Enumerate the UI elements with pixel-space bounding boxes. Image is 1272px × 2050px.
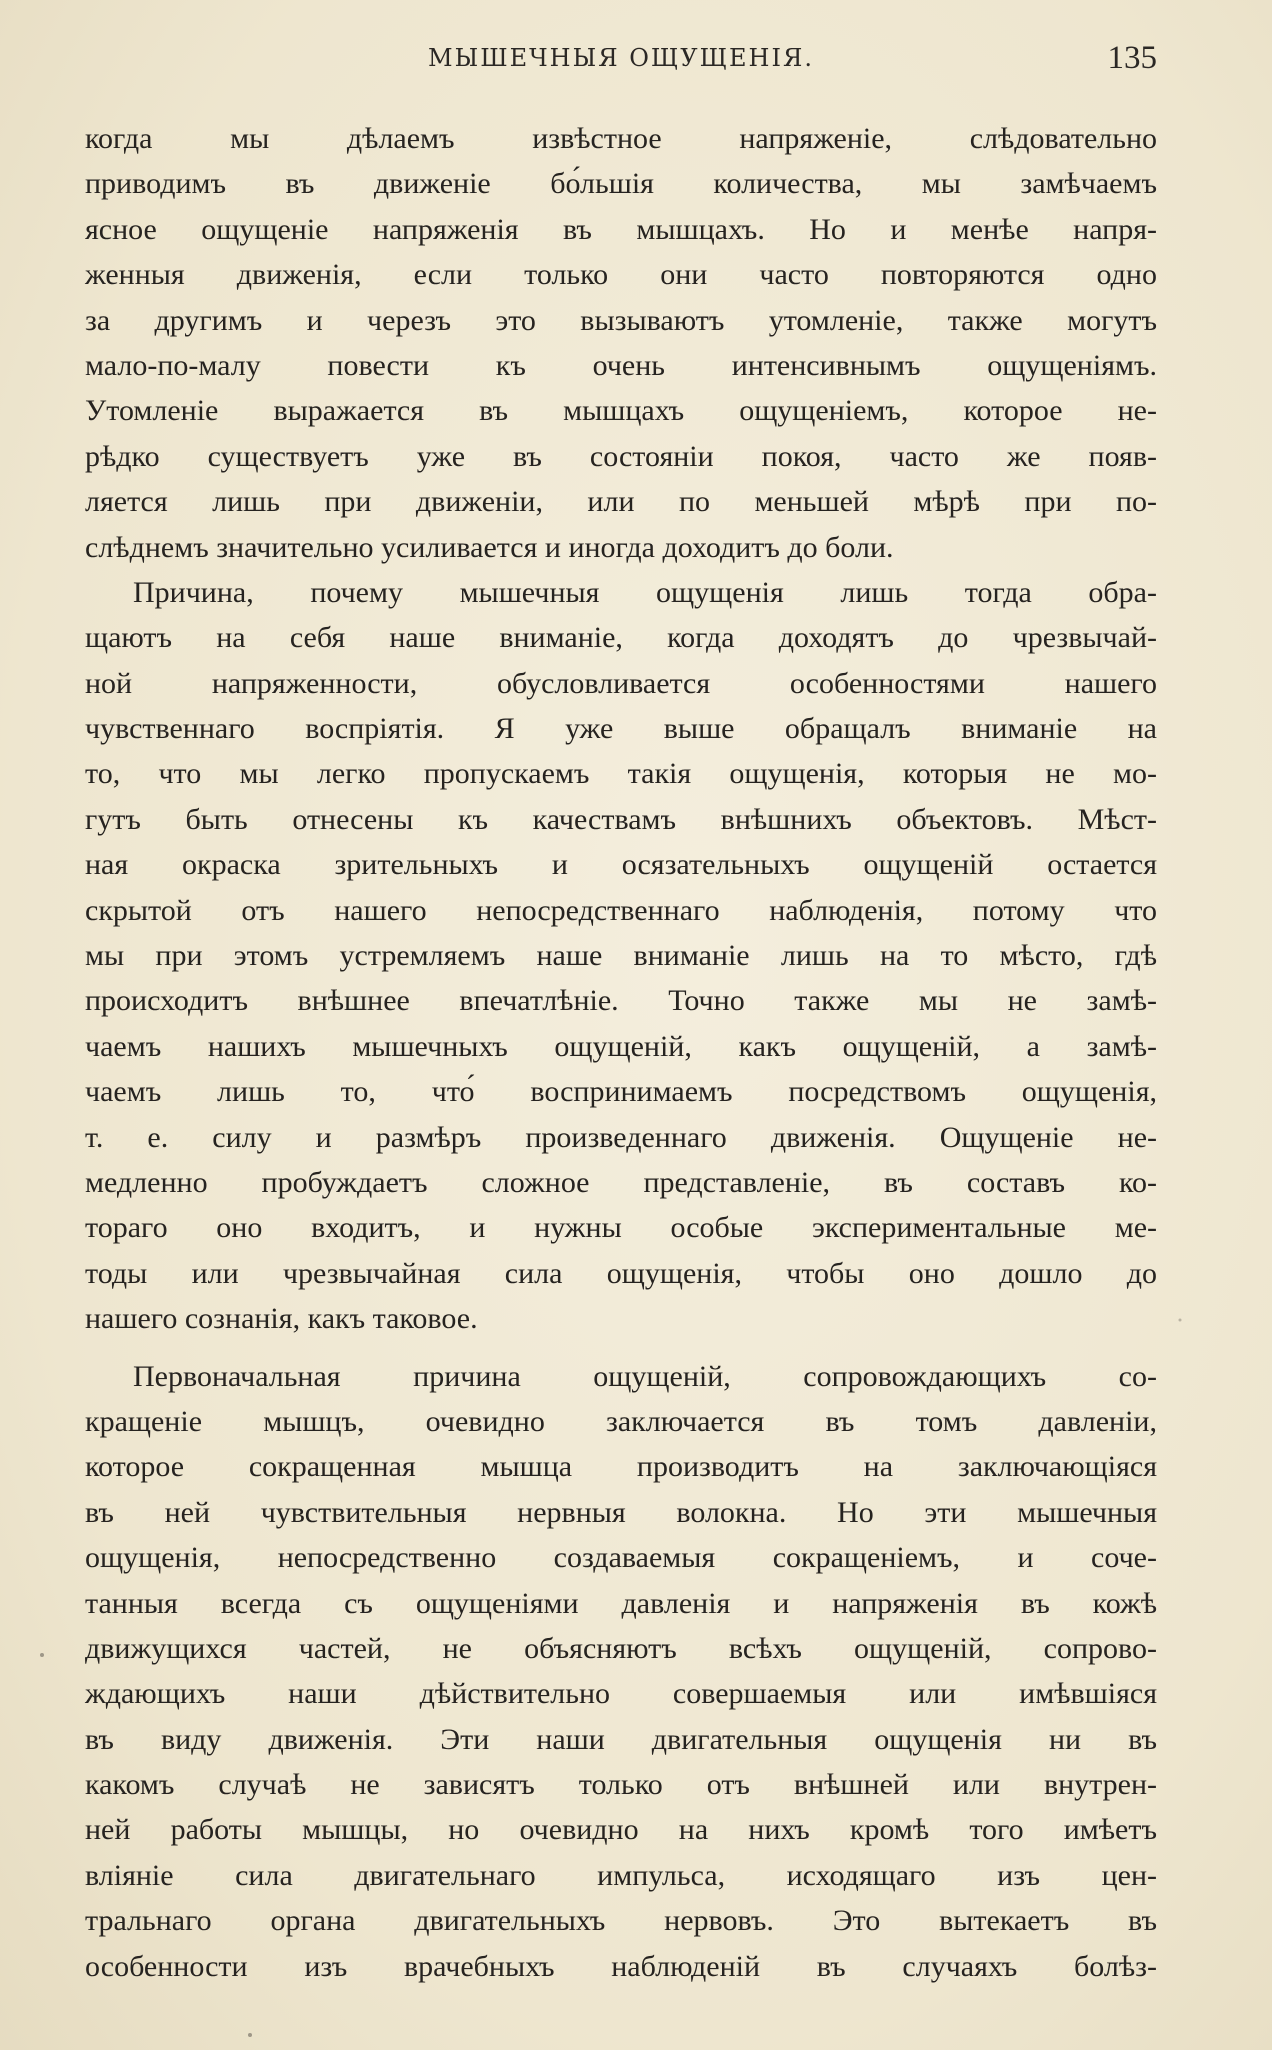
text-line: слѣднемъ значительно усиливается и иногда доходитъ до боли.: [85, 530, 894, 564]
body-text: [85, 116, 1157, 1989]
text-line: тораго оно входитъ, и нужны особые экспериментальные ме-: [85, 1211, 1157, 1245]
page-number: 135: [1107, 40, 1157, 76]
text-line: ней работы мышцы, но очевидно на нихъ кромѣ того имѣетъ: [85, 1813, 1157, 1847]
text-line: ная окраска зрительныхъ и осязательныхъ ощущеній остается: [85, 848, 1157, 882]
text-line: какомъ случаѣ не зависятъ только отъ внѣшней или внутрен-: [85, 1768, 1157, 1802]
text-line: чаемъ лишь то, что́ воспринимаемъ посредствомъ ощущенія,: [85, 1075, 1157, 1109]
text-line: скрытой отъ нашего непосредственнаго наблюденія, потому что: [85, 893, 1157, 927]
text-line: ясное ощущеніе напряженія въ мышцахъ. Но и менѣе напря-: [85, 212, 1157, 246]
text-line: кращеніе мышцъ, очевидно заключается въ томъ давленіи,: [85, 1404, 1157, 1438]
text-line: щаютъ на себя наше вниманіе, когда доходятъ до чрезвычай-: [85, 621, 1157, 655]
text-line: ной напряженности, обусловливается особенностями нашего: [85, 666, 1157, 700]
text-line: Утомленіе выражается въ мышцахъ ощущеніемъ, которое не-: [85, 394, 1157, 428]
text-line: происходитъ внѣшнее впечатлѣніе. Точно также мы не замѣ-: [85, 984, 1157, 1018]
text-line: гутъ быть отнесены къ качествамъ внѣшнихъ объектовъ. Мѣст-: [85, 802, 1157, 836]
text-line: ляется лишь при движеніи, или по меньшей мѣрѣ при по-: [85, 485, 1157, 519]
page-header: [85, 40, 1157, 80]
text-line: вліяніе сила двигательнаго импульса, исходящаго изъ цен-: [85, 1858, 1157, 1892]
text-line: медленно пробуждаетъ сложное представленіе, въ составъ ко-: [85, 1165, 1157, 1199]
text-line: ждающихъ наши дѣйствительно совершаемыя или имѣвшіяся: [85, 1677, 1157, 1711]
text-line: въ ней чувствительныя нервныя волокна. Но эти мышечныя: [85, 1495, 1157, 1529]
text-line: особенности изъ врачебныхъ наблюденій въ случаяхъ болѣз-: [85, 1949, 1157, 1983]
text-line: Первоначальная причина ощущеній, сопровождающихъ со-: [133, 1359, 1157, 1393]
text-line: т. е. силу и размѣръ произведеннаго движенія. Ощущеніе не-: [85, 1120, 1157, 1154]
text-line: чувственнаго воспріятія. Я уже выше обращалъ вниманіе на: [85, 712, 1157, 746]
text-line: мы при этомъ устремляемъ наше вниманіе лишь на то мѣсто, гдѣ: [85, 939, 1157, 973]
text-line: Причина, почему мышечныя ощущенія лишь тогда обра-: [133, 575, 1157, 609]
text-line: ощущенія, непосредственно создаваемыя сокращеніемъ, и соче-: [85, 1541, 1157, 1575]
text-line: чаемъ нашихъ мышечныхъ ощущеній, какъ ощущеній, а замѣ-: [85, 1029, 1157, 1063]
text-line: женныя движенія, если только они часто повторяются одно: [85, 258, 1157, 292]
text-line: то, что мы легко пропускаемъ такія ощущенія, которыя не мо-: [85, 757, 1157, 791]
text-line: которое сокращенная мышца производитъ на заключающіяся: [85, 1450, 1157, 1484]
text-line: приводимъ въ движеніе бо́льшія количества, мы замѣчаемъ: [85, 167, 1157, 201]
text-line: нашего сознанія, какъ таковое.: [85, 1302, 478, 1336]
text-line: танныя всегда съ ощущеніями давленія и напряженія въ кожѣ: [85, 1586, 1157, 1620]
text-line: тральнаго органа двигательныхъ нервовъ. Это вытекаетъ въ: [85, 1904, 1157, 1938]
text-line: мало-по-малу повести къ очень интенсивнымъ ощущеніямъ.: [85, 348, 1157, 382]
running-title: МЫШЕЧНЫЯ ОЩУЩЕНІЯ.: [428, 44, 814, 72]
text-line: тоды или чрезвычайная сила ощущенія, чтобы оно дошло до: [85, 1256, 1157, 1290]
text-line: движущихся частей, не объясняютъ всѣхъ ощущеній, сопрово-: [85, 1631, 1157, 1665]
text-line: когда мы дѣлаемъ извѣстное напряженіе, слѣдовательно: [85, 122, 1157, 155]
text-line: рѣдко существуетъ уже въ состояніи покоя, часто же появ-: [85, 439, 1157, 473]
text-line: въ виду движенія. Эти наши двигательныя ощущенія ни въ: [85, 1722, 1157, 1756]
text-line: за другимъ и черезъ это вызываютъ утомленіе, также могутъ: [85, 303, 1157, 337]
